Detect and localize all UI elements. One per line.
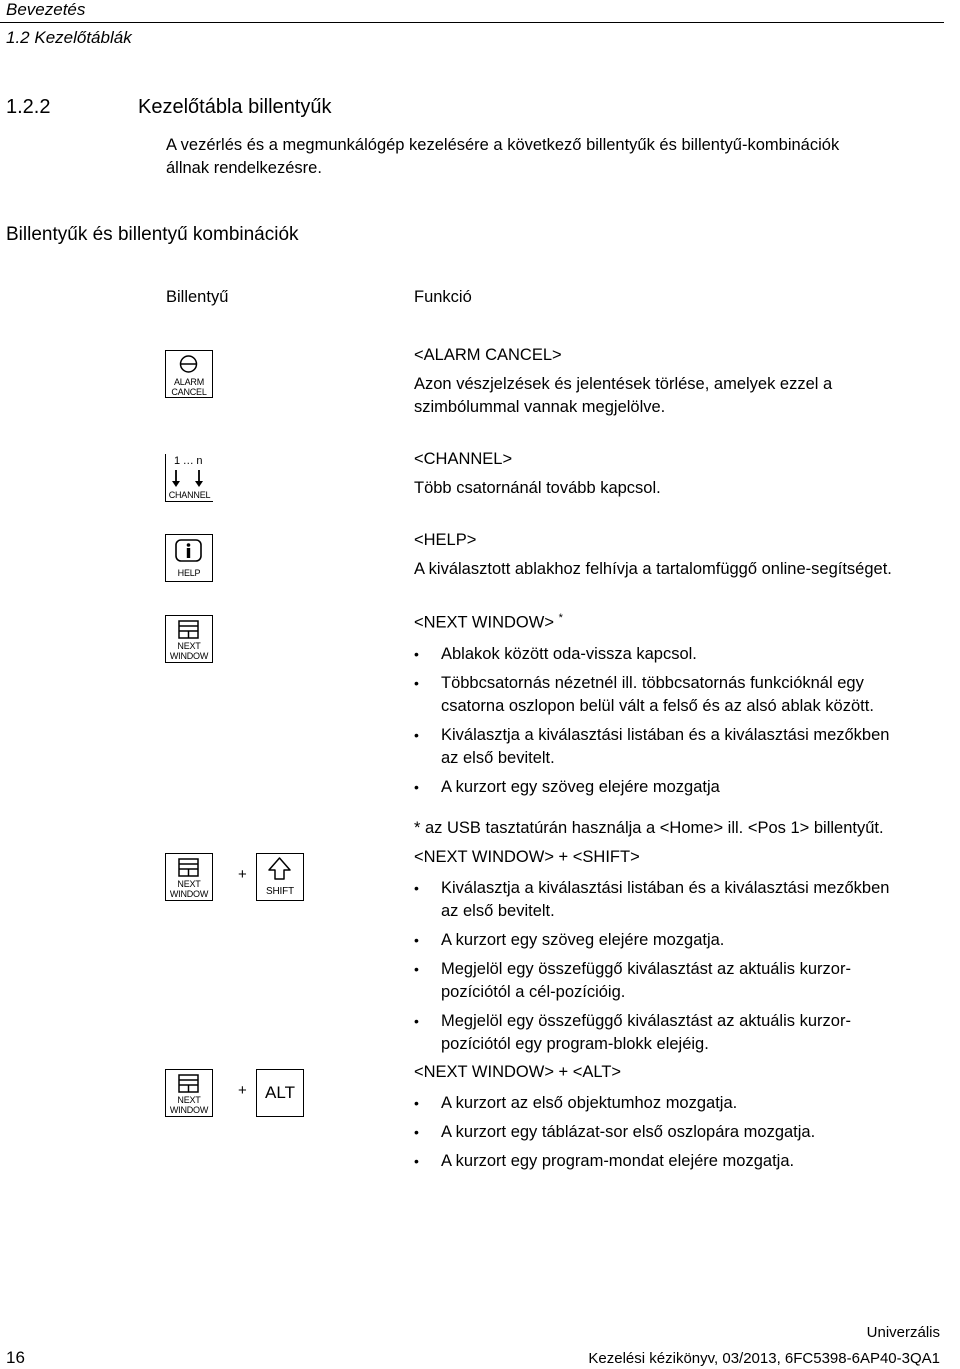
footer-product: Univerzális [866, 1324, 940, 1341]
bullet-text: • A kurzort egy program-mondat elejére mozgatja. [441, 1152, 795, 1170]
list-item [414, 643, 954, 666]
bullet-text: • A kurzort egy táblázat-sor első oszlopára mozgatja. [441, 1123, 816, 1141]
list-item [414, 958, 954, 1004]
bullet-text: • Kiválasztja a kiválasztási listában és a kiválasztási mezőkben [441, 725, 890, 744]
table-heading: Billentyűk és billentyű kombinációk [6, 224, 299, 245]
channel-name: <CHANNEL> [414, 450, 513, 468]
bullet-text: • Megjelöl egy összefüggő kiválasztást az aktuális kurzor- [441, 960, 851, 978]
list-item [414, 929, 954, 952]
help-key [165, 534, 213, 582]
next-window-bullets [414, 643, 954, 799]
next-window-key [165, 1069, 213, 1117]
bullet-text: pozíciótól egy program-blokk elejéig. [441, 1035, 709, 1053]
next-alt-name: <NEXT WINDOW> + <ALT> [414, 1063, 622, 1081]
intro-line-1: A vezérlés és a megmunkálógép kezelésére a következő billentyűk és billentyű-kombinációk [166, 136, 840, 154]
channel-key [165, 454, 213, 502]
section-title: Kezelőtábla billentyűk [138, 96, 332, 118]
bullet-text: • A kurzort egy szöveg elejére mozgatja [441, 777, 720, 796]
header-rule [0, 22, 944, 23]
intro-line-2: állnak rendelkezésre. [166, 159, 322, 177]
bullet-text: • Többcsatornás nézetnél ill. többcsatornás funkcióknál egy [441, 673, 864, 692]
next-shift-description [414, 846, 954, 1062]
next-shift-bullets [414, 877, 954, 1056]
next-alt-description [414, 1061, 954, 1179]
column-header-function: Funkció [414, 288, 472, 306]
next-window-key [165, 853, 213, 901]
running-header-section: 1.2 Kezelőtáblák [6, 28, 132, 47]
alt-caption: ALT [265, 1083, 295, 1102]
list-item [414, 1010, 954, 1056]
running-header-chapter: Bevezetés [6, 0, 86, 19]
shift-key [256, 853, 304, 901]
alarm-cancel-caption-2: CANCEL [171, 387, 207, 397]
usb-keyboard-note: * az USB tasztatúrán használja a <Home> ill. <Pos 1> billentyűt. [414, 819, 884, 837]
alarm-cancel-desc-2: szimbólummal vannak megjelölve. [414, 398, 666, 416]
plus-sign: + [238, 1082, 247, 1099]
next-window-description [414, 607, 954, 805]
bullet-text: • A kurzort az első objektumhoz mozgatja. [441, 1094, 738, 1112]
list-item [414, 1092, 954, 1115]
next-window-star: * [558, 612, 563, 624]
bullet-text: csatorna oszlopon belül vált a felső és az alsó ablak között. [441, 696, 874, 715]
help-desc: A kiválasztott ablakhoz felhívja a tartalomfüggő online-segítséget. [414, 560, 892, 578]
next-window-caption-1: NEXT [177, 879, 201, 889]
alarm-cancel-desc-1: Azon vészjelzések és jelentések törlése, amelyek ezzel a [414, 375, 833, 393]
footer-document-id: Kezelési kézikönyv, 03/2013, 6FC5398-6AP40-3QA1 [588, 1350, 940, 1367]
list-item [414, 1150, 954, 1173]
next-window-caption-2: WINDOW [169, 1105, 209, 1115]
list-item [414, 672, 954, 718]
next-window-caption-2: WINDOW [169, 889, 209, 899]
next-alt-bullets [414, 1092, 954, 1173]
channel-desc: Több csatornánál tovább kapcsol. [414, 479, 661, 497]
page-number: 16 [6, 1348, 25, 1367]
channel-range: 1 … n [174, 455, 203, 467]
alarm-cancel-key [165, 350, 213, 398]
alt-key [256, 1069, 304, 1117]
next-window-key [165, 615, 213, 663]
bullet-text: az első bevitelt. [441, 748, 555, 767]
channel-caption: CHANNEL [168, 490, 211, 500]
list-item [414, 877, 954, 923]
channel-description [414, 448, 954, 500]
list-item [414, 776, 954, 799]
alarm-cancel-description [414, 344, 954, 419]
list-item [414, 1121, 954, 1144]
bullet-text: • Ablakok között oda-vissza kapcsol. [441, 644, 697, 663]
help-name: <HELP> [414, 531, 477, 549]
shift-caption: SHIFT [266, 886, 294, 897]
column-header-key: Billentyű [166, 288, 229, 306]
bullet-text: • Kiválasztja a kiválasztási listában és a kiválasztási mezőkben [441, 879, 890, 897]
section-number: 1.2.2 [6, 96, 51, 118]
list-item [414, 724, 954, 770]
next-shift-name: <NEXT WINDOW> + <SHIFT> [414, 848, 640, 866]
next-window-caption-1: NEXT [177, 641, 201, 651]
next-window-name: <NEXT WINDOW> [414, 613, 554, 632]
next-window-caption-1: NEXT [177, 1095, 201, 1105]
help-caption: HELP [177, 568, 201, 578]
bullet-text: • Megjelöl egy összefüggő kiválasztást az aktuális kurzor- [441, 1012, 851, 1030]
alarm-cancel-caption-1: ALARM [173, 377, 204, 387]
alarm-cancel-name: <ALARM CANCEL> [414, 346, 562, 364]
plus-sign: + [238, 866, 247, 883]
bullet-text: az első bevitelt. [441, 902, 555, 920]
help-description [414, 529, 954, 581]
bullet-text: • A kurzort egy szöveg elejére mozgatja. [441, 931, 725, 949]
bullet-text: pozíciótól a cél-pozícióig. [441, 983, 626, 1001]
next-window-caption-2: WINDOW [169, 651, 209, 661]
